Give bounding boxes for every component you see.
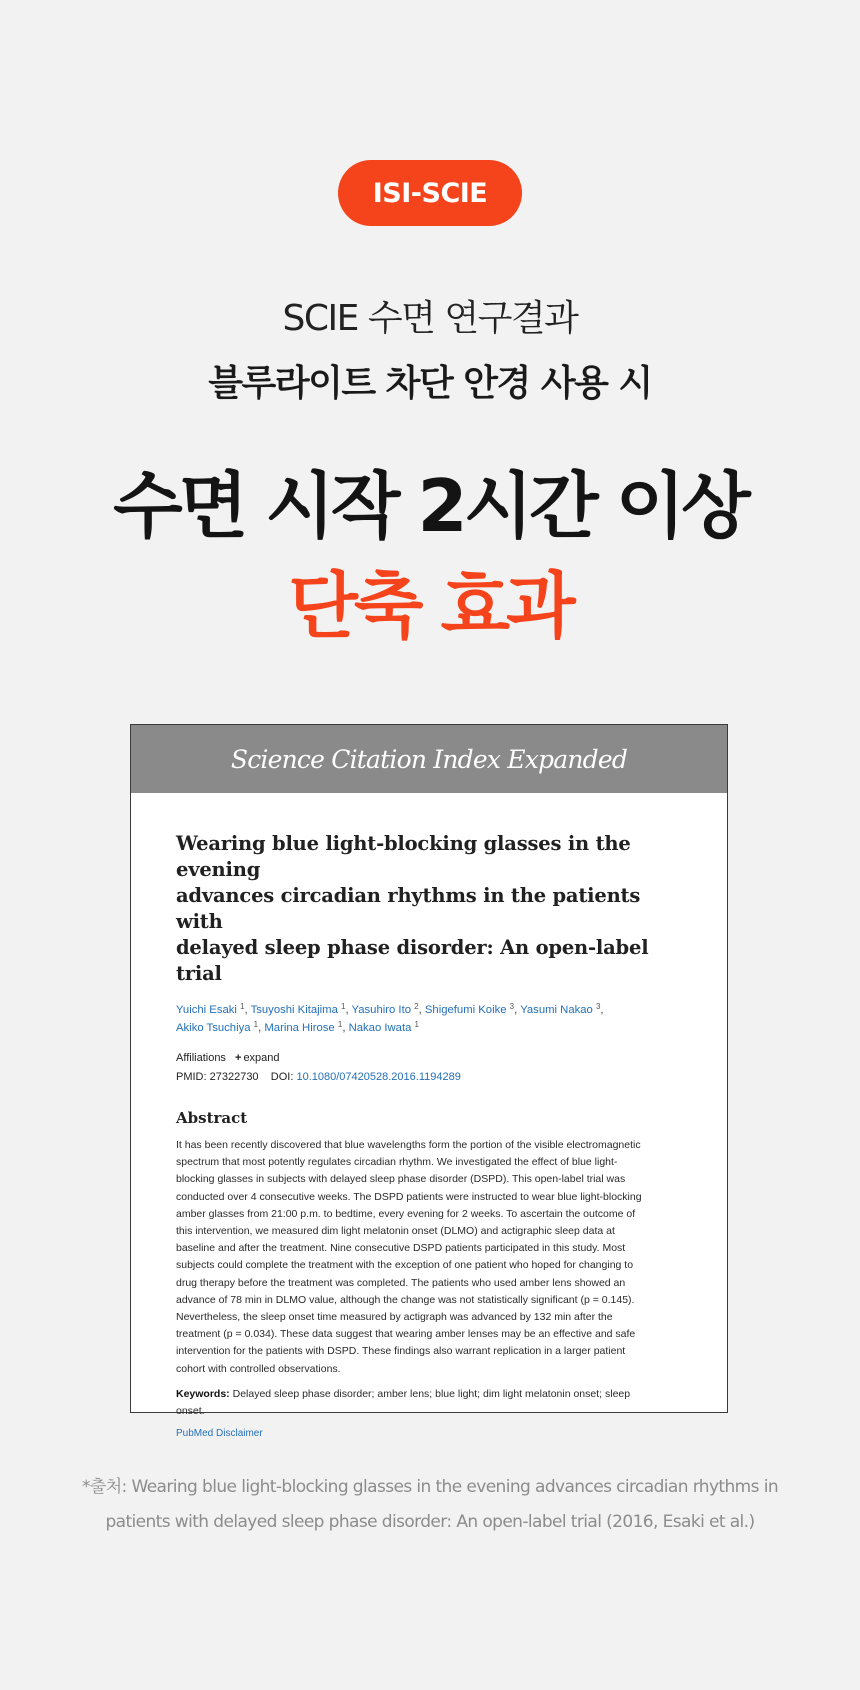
abstract-text [176, 1137, 683, 1378]
abstract-line: baseline and after the treatment. Nine consecutive DSPD patients participated in this study. Most [176, 1242, 626, 1255]
abstract-line: subjects could complete the treatment with the exception of one patient who hoped for changing to [176, 1259, 634, 1272]
abstract-line: amber glasses from 21:00 p.m. to bedtime, every evening for 2 weeks. To ascertain the outcome of [176, 1207, 636, 1220]
author-affiliation-mark[interactable]: 1 [253, 1020, 259, 1029]
author-link[interactable]: Yasumi Nakao [520, 1004, 593, 1016]
abstract-line: Nevertheless, the sleep onset time measured by actigraph was advanced by 132 min after the [176, 1311, 613, 1324]
keywords-line: onset. [176, 1405, 205, 1418]
doi-link[interactable]: 10.1080/07420528.2016.1194289 [296, 1071, 461, 1083]
category-badge: ISI-SCIE [338, 160, 522, 226]
author-link[interactable]: Marina Hirose [264, 1022, 335, 1034]
abstract-heading: Abstract [176, 1109, 248, 1127]
abstract-line: intervention for the patients with DSPD. These findings also warrant replication in a larger patient [176, 1345, 626, 1358]
paper-title-line: delayed sleep phase disorder: An open-label trial [176, 936, 649, 985]
abstract-line: cohort with controlled observations. [176, 1362, 341, 1375]
expand-affiliations-button[interactable] [229, 1052, 280, 1064]
abstract-line: spectrum that most potently regulates circadian rhythm. We investigated the effect of blue light- [176, 1156, 618, 1169]
paper-title-line: advances circadian rhythms in the patients with [176, 884, 641, 933]
plus-icon: + [235, 1052, 242, 1064]
author-link[interactable]: Yasuhiro Ito [351, 1004, 411, 1016]
identifiers-row [176, 1068, 683, 1087]
subtitle-research: SCIE 수면 연구결과 [282, 298, 578, 339]
abstract-line: conducted over 4 consecutive weeks. The DSPD patients were instructed to wear blue light-blocking [176, 1190, 642, 1203]
author-link[interactable]: Yuichi Esaki [176, 1004, 237, 1016]
abstract-line: this intervention, we measured dim light melatonin onset (DLMO) and actigraphic sleep data at [176, 1225, 615, 1238]
abstract-line: blocking glasses in subjects with delayed sleep phase disorder (DSPD). This open-label trial was [176, 1173, 626, 1186]
source-citation [0, 1470, 860, 1540]
affiliations-label: Affiliations [176, 1052, 226, 1064]
author-list [176, 1001, 683, 1037]
author-link[interactable]: Tsuyoshi Kitajima [250, 1004, 338, 1016]
author-affiliation-mark[interactable]: 1 [341, 1002, 346, 1011]
source-line: *출처: Wearing blue light-blocking glasses in the evening advances circadian rhythms in [82, 1477, 778, 1497]
paper-title [176, 831, 683, 987]
abstract-line: treatment (p = 0.034). These data suggest that wearing amber lenses may be an effective and safe [176, 1328, 636, 1341]
author-line: Akiko Tsuchiya $^1$, Marina Hirose $^1$, Nakao Iwata $^1$ [176, 1020, 419, 1034]
keywords [176, 1386, 683, 1420]
abstract-line: advance of 78 min in DLMO value, although the change was not statistically significant (p = 0.145). [176, 1293, 635, 1306]
subtitle-condition: 블루라이트 차단 안경 사용 시 [208, 363, 652, 404]
affiliations-row [176, 1049, 683, 1068]
headline-effect: 단축 효과 [288, 564, 572, 648]
author-affiliation-mark[interactable]: 2 [414, 1002, 419, 1011]
expand-label: expand [243, 1052, 280, 1064]
pubmed-disclaimer-link[interactable]: PubMed Disclaimer [176, 1428, 263, 1440]
author-link[interactable]: Akiko Tsuchiya [176, 1022, 251, 1034]
keywords-line [176, 1386, 683, 1403]
source-line: patients with delayed sleep phase disorder: An open-label trial (2016, Esaki et al.) [105, 1512, 755, 1532]
author-affiliation-mark[interactable]: 1 [337, 1020, 343, 1029]
keywords-label: Keywords: [176, 1387, 230, 1400]
paper-meta [176, 1049, 683, 1087]
author-affiliation-mark[interactable]: 1 [414, 1020, 419, 1029]
author-affiliation-mark[interactable]: 1 [240, 1002, 245, 1011]
card-body [131, 793, 727, 1439]
paper-card [130, 724, 728, 1440]
doi-label: DOI: [270, 1071, 294, 1083]
author-affiliation-mark[interactable]: 3 [509, 1002, 515, 1011]
author-link[interactable]: Nakao Iwata [348, 1022, 412, 1034]
pmid: PMID: 27322730 [176, 1071, 259, 1083]
author-line: Yuichi Esaki $^1$, Tsuyoshi Kitajima $^1$, Yasuhiro Ito $^2$, Shigefumi Koike $^3$, Yasumi Nakao $^3$, [176, 1002, 604, 1016]
card-header: Science Citation Index Expanded [131, 725, 727, 793]
abstract-line: It has been recently discovered that blue wavelengths form the portion of the visible electromagnetic [176, 1139, 641, 1151]
author-affiliation-mark[interactable]: 3 [595, 1002, 601, 1011]
paper-title-line: Wearing blue light-blocking glasses in the evening [176, 832, 631, 881]
keywords-text: Delayed sleep phase disorder; amber lens; blue light; dim light melatonin onset; sleep [232, 1387, 631, 1400]
author-link[interactable]: Shigefumi Koike [424, 1004, 507, 1016]
headline-main: 수면 시작 2시간 이상 [113, 464, 747, 548]
abstract-line: drug therapy before the treatment was completed. The patients who used amber lens showed an [176, 1276, 626, 1289]
